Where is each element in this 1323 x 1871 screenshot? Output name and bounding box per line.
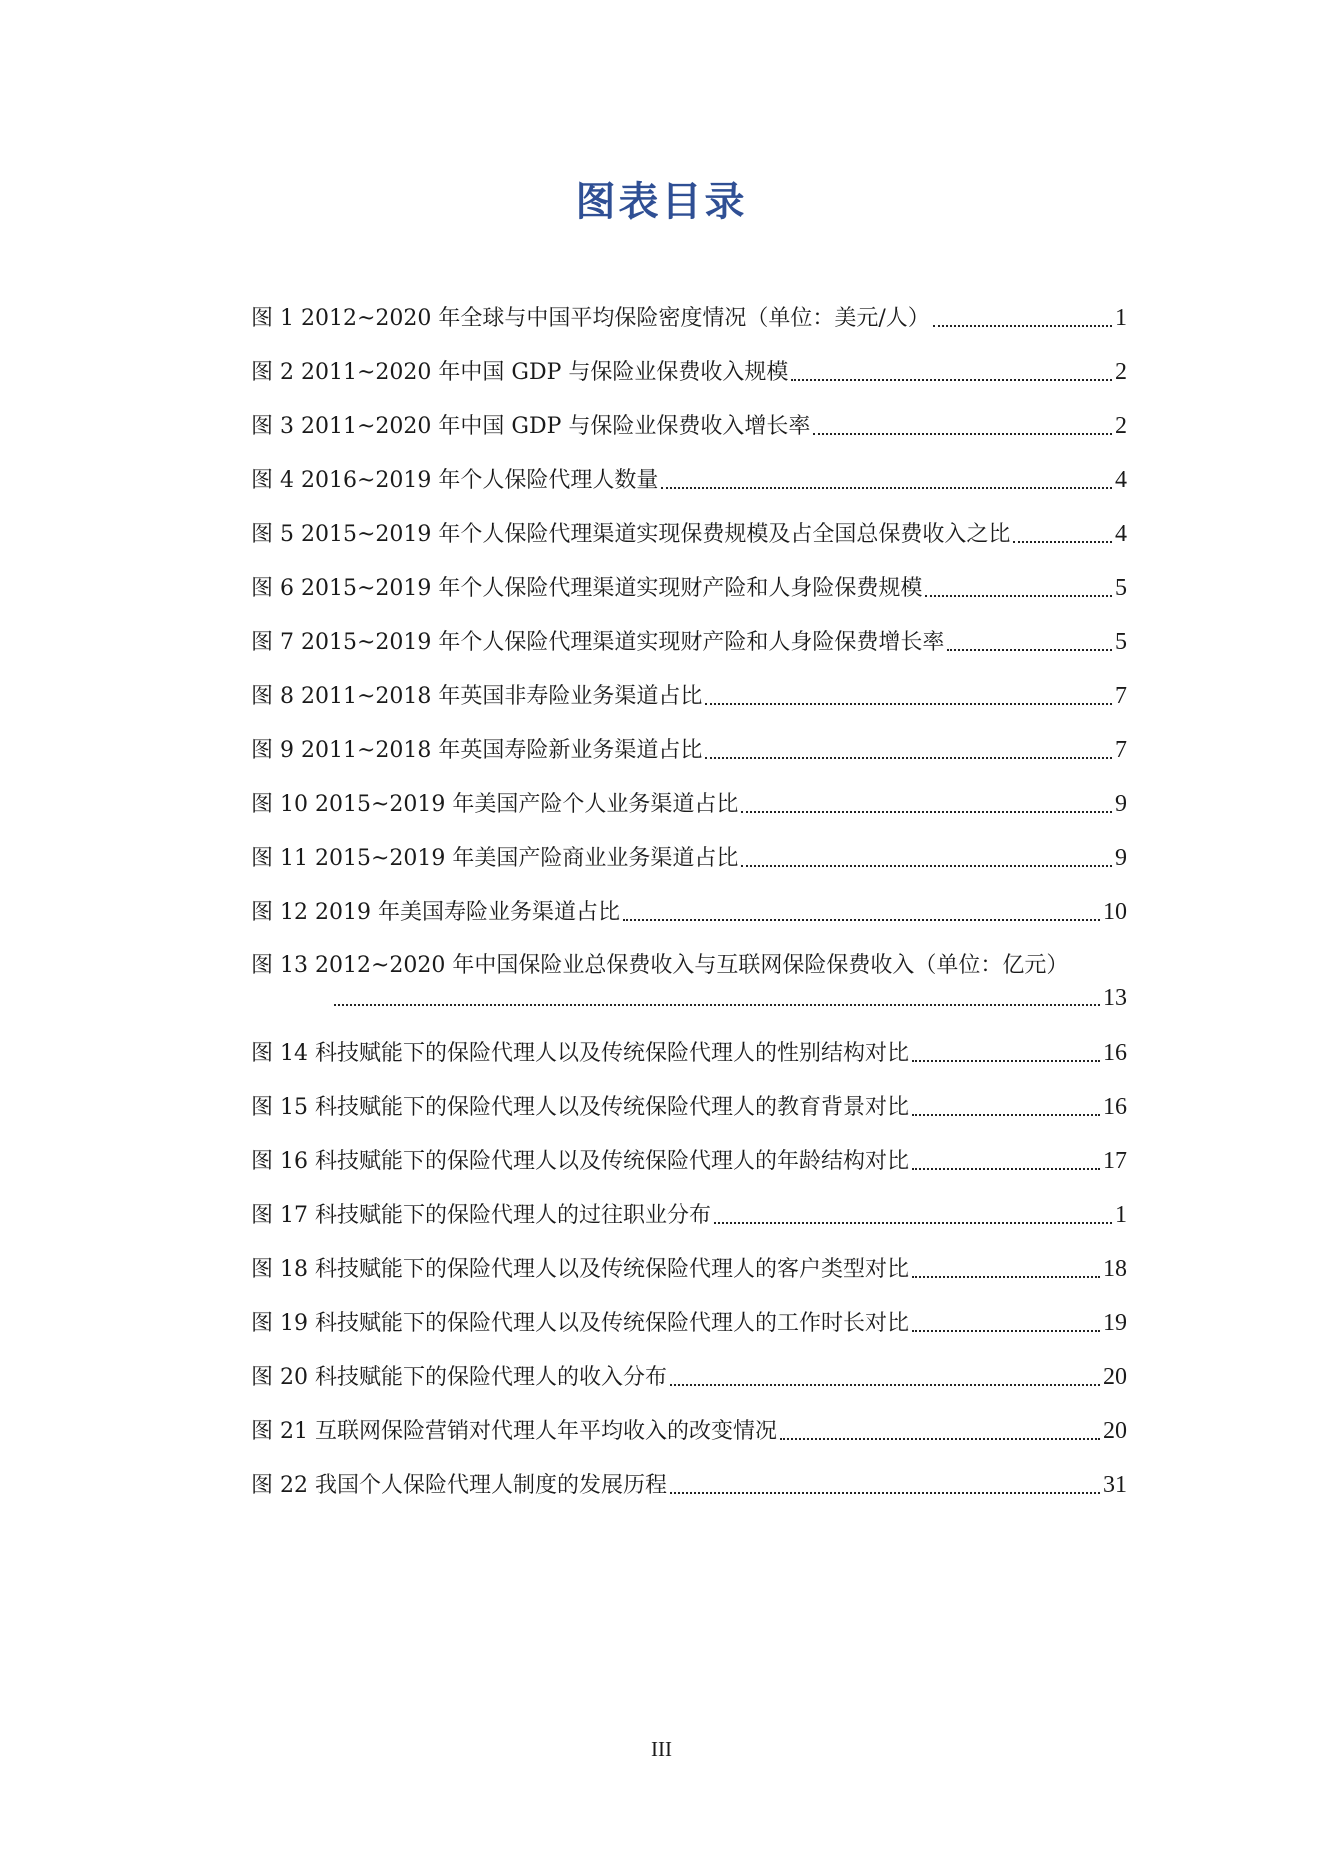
toc-entry-label: 图 18 科技赋能下的保险代理人以及传统保险代理人的客户类型对比 [251, 1257, 909, 1282]
dot-leader [670, 1474, 1100, 1496]
toc-entry-page: 5 [1115, 575, 1127, 601]
toc-entry[interactable] [251, 788, 1127, 821]
toc-entry[interactable] [251, 1145, 1127, 1178]
toc-entry-page: 2 [1115, 413, 1127, 439]
dot-leader [670, 1366, 1100, 1388]
toc-entry[interactable] [251, 1253, 1127, 1286]
dot-leader [912, 1042, 1100, 1064]
toc-entry-page: 1 [1115, 1202, 1127, 1228]
dot-leader [623, 901, 1100, 923]
toc-entry[interactable] [251, 680, 1127, 713]
toc-entry-label: 图 9 2011~2018 年英国寿险新业务渠道占比 [251, 738, 703, 763]
toc-entry-label: 图 6 2015~2019 年个人保险代理渠道实现财产险和人身险保费规模 [251, 576, 923, 601]
toc-entry-label: 图 2 2011~2020 年中国 GDP 与保险业保费收入规模 [251, 360, 789, 385]
toc-entry[interactable] [251, 1361, 1127, 1394]
toc-entry-page: 10 [1103, 899, 1127, 925]
toc-entry-page: 4 [1115, 521, 1127, 547]
toc-entry-label: 图 7 2015~2019 年个人保险代理渠道实现财产险和人身险保费增长率 [251, 630, 945, 655]
toc-entry-page: 7 [1115, 737, 1127, 763]
dot-leader [741, 793, 1112, 815]
toc-entry[interactable] [251, 518, 1127, 551]
toc-entry-page: 18 [1103, 1256, 1127, 1282]
toc-entry[interactable] [251, 1199, 1127, 1232]
toc-entry-page: 31 [1103, 1472, 1127, 1498]
toc-entry-page: 1 [1115, 305, 1127, 331]
toc-entry-label: 图 19 科技赋能下的保险代理人以及传统保险代理人的工作时长对比 [251, 1311, 909, 1336]
dot-leader [933, 307, 1112, 329]
toc-entry[interactable] [251, 734, 1127, 767]
dot-leader [912, 1312, 1100, 1334]
toc-entry[interactable] [251, 1037, 1127, 1070]
toc-entry-page: 16 [1103, 1040, 1127, 1066]
dot-leader [780, 1420, 1100, 1442]
toc-entry-page: 9 [1115, 845, 1127, 871]
toc-entry[interactable] [251, 950, 1127, 1014]
toc-entry-label: 图 22 我国个人保险代理人制度的发展历程 [251, 1473, 667, 1498]
dot-leader [947, 631, 1112, 653]
toc-entry-label: 图 20 科技赋能下的保险代理人的收入分布 [251, 1365, 667, 1390]
toc-entry-page: 20 [1103, 1418, 1127, 1444]
toc-entry-label: 图 10 2015~2019 年美国产险个人业务渠道占比 [251, 792, 739, 817]
toc-entry-label: 图 3 2011~2020 年中国 GDP 与保险业保费收入增长率 [251, 414, 811, 439]
dot-leader [714, 1204, 1112, 1226]
toc-entry[interactable] [251, 1307, 1127, 1340]
toc-entry-page: 20 [1103, 1364, 1127, 1390]
dot-leader [705, 739, 1112, 761]
toc-entry[interactable] [251, 842, 1127, 875]
toc-entry[interactable] [251, 896, 1127, 929]
toc-entry-label: 图 17 科技赋能下的保险代理人的过往职业分布 [251, 1203, 711, 1228]
toc-entry-page: 4 [1115, 467, 1127, 493]
toc-entry-label: 图 11 2015~2019 年美国产险商业业务渠道占比 [251, 846, 739, 871]
dot-leader [741, 847, 1112, 869]
dot-leader [912, 1258, 1100, 1280]
dot-leader [791, 361, 1112, 383]
toc-entry-label: 图 4 2016~2019 年个人保险代理人数量 [251, 468, 659, 493]
toc-entry-label: 图 5 2015~2019 年个人保险代理渠道实现保费规模及占全国总保费收入之比 [251, 522, 1011, 547]
toc-entry-page: 2 [1115, 359, 1127, 385]
dot-leader [912, 1150, 1100, 1172]
toc-entry-continuation [251, 982, 1127, 1014]
toc-entry-label: 图 8 2011~2018 年英国非寿险业务渠道占比 [251, 684, 703, 709]
toc-entry-page: 13 [1103, 985, 1127, 1011]
toc-entry-page: 16 [1103, 1094, 1127, 1120]
toc-entry[interactable] [251, 356, 1127, 389]
toc-entry-label: 图 21 互联网保险营销对代理人年平均收入的改变情况 [251, 1419, 777, 1444]
toc-entry-page: 5 [1115, 629, 1127, 655]
toc-entry[interactable] [251, 572, 1127, 605]
dot-leader [925, 577, 1112, 599]
page-number: III [651, 1737, 672, 1761]
toc-entry-label: 图 16 科技赋能下的保险代理人以及传统保险代理人的年龄结构对比 [251, 1149, 909, 1174]
dot-leader [705, 685, 1112, 707]
toc-entry-page: 19 [1103, 1310, 1127, 1336]
page-title: 图表目录 [575, 179, 748, 225]
toc-entry[interactable] [251, 1415, 1127, 1448]
toc-entry-page: 7 [1115, 683, 1127, 709]
toc-entry[interactable] [251, 1469, 1127, 1502]
toc-entry[interactable] [251, 1091, 1127, 1124]
toc-entry-label: 图 1 2012~2020 年全球与中国平均保险密度情况（单位：美元/人） [251, 306, 930, 331]
toc-entry-page: 9 [1115, 791, 1127, 817]
toc-entry[interactable] [251, 410, 1127, 443]
toc-entry-label: 图 12 2019 年美国寿险业务渠道占比 [251, 900, 620, 925]
toc-entry[interactable] [251, 464, 1127, 497]
toc-entry-label: 图 15 科技赋能下的保险代理人以及传统保险代理人的教育背景对比 [251, 1095, 909, 1120]
toc-entry-label: 图 14 科技赋能下的保险代理人以及传统保险代理人的性别结构对比 [251, 1041, 909, 1066]
toc-entry-page: 17 [1103, 1148, 1127, 1174]
dot-leader [912, 1096, 1100, 1118]
dot-leader [813, 415, 1112, 437]
toc-entry[interactable] [251, 302, 1127, 335]
dot-leader [1013, 523, 1112, 545]
dot-leader [661, 469, 1112, 491]
toc-entry[interactable] [251, 626, 1127, 659]
dot-leader [334, 986, 1100, 1008]
toc-entry-label: 图 13 2012~2020 年中国保险业总保费收入与互联网保险保费收入（单位：亿元） [251, 953, 1069, 978]
